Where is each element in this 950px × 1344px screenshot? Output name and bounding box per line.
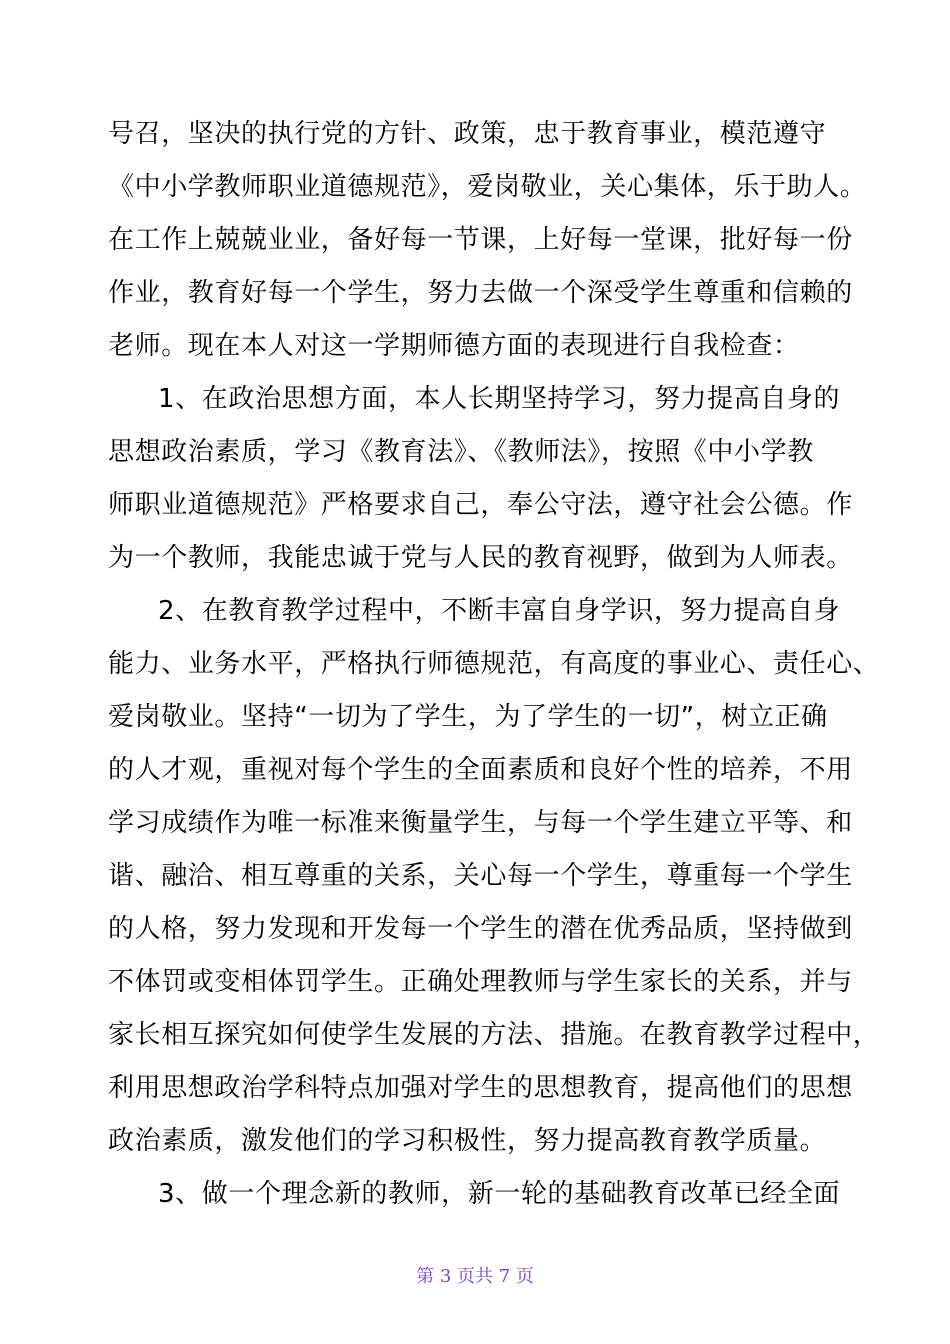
body-text-line: 不体罚或变相体罚学生。正确处理教师与学生家长的关系，并与 xyxy=(108,967,853,997)
body-text-line: 政治素质，激发他们的学习积极性，努力提高教育教学质量。 xyxy=(108,1126,827,1156)
body-text-line: 作业，教育好每一个学生，努力去做一个深受学生尊重和信赖的 xyxy=(108,278,853,308)
body-text-line: 号召，坚决的执行党的方针、政策，忠于教育事业，模范遵守 xyxy=(108,119,827,149)
body-text-line: 师职业道德规范》严格要求自己，奉公守法，遵守社会公德。作 xyxy=(108,490,853,520)
paragraph-3-first-line: 3、做一个理念新的教师，新一轮的基础教育改革已经全面 xyxy=(158,1179,841,1209)
paragraph-2-first-line: 2、在教育教学过程中，不断丰富自身学识，努力提高自身 xyxy=(158,596,841,626)
body-text-line: 老师。现在本人对这一学期师德方面的表现进行自我检查： xyxy=(108,331,800,361)
body-text-line: 学习成绩作为唯一标准来衡量学生，与每一个学生建立平等、和 xyxy=(108,808,853,838)
body-text-line: 在工作上兢兢业业，备好每一节课，上好每一堂课，批好每一份 xyxy=(108,225,853,255)
body-text-line: 家长相互探究如何使学生发展的方法、措施。在教育教学过程中， xyxy=(108,1020,880,1050)
body-text-line: 谐、融洽、相互尊重的关系，关心每一个学生，尊重每一个学生 xyxy=(108,861,853,891)
body-text-line: 能力、业务水平，严格执行师德规范，有高度的事业心、责任心、 xyxy=(108,649,880,679)
body-text-line: 爱岗敬业。坚持“一切为了学生，为了学生的一切”，树立正确 xyxy=(108,702,828,732)
body-text-line: 《中小学教师职业道德规范》，爱岗敬业，关心集体，乐于助人。 xyxy=(108,172,867,202)
paragraph-1-first-line: 1、在政治思想方面，本人长期坚持学习，努力提高自身的 xyxy=(158,384,841,414)
body-text-line: 为一个教师，我能忠诚于党与人民的教育视野，做到为人师表。 xyxy=(108,543,853,573)
page-number-footer: 第 3 页共 7 页 xyxy=(416,1266,534,1287)
body-text-line: 的人才观，重视对每个学生的全面素质和良好个性的培养，不用 xyxy=(108,755,853,785)
body-text-line: 利用思想政治学科特点加强对学生的思想教育，提高他们的思想 xyxy=(108,1073,853,1103)
body-text-line: 的人格，努力发现和开发每一个学生的潜在优秀品质，坚持做到 xyxy=(108,914,853,944)
body-text-line: 思想政治素质，学习《教育法》、《教师法》，按照《中小学教 xyxy=(108,437,814,467)
